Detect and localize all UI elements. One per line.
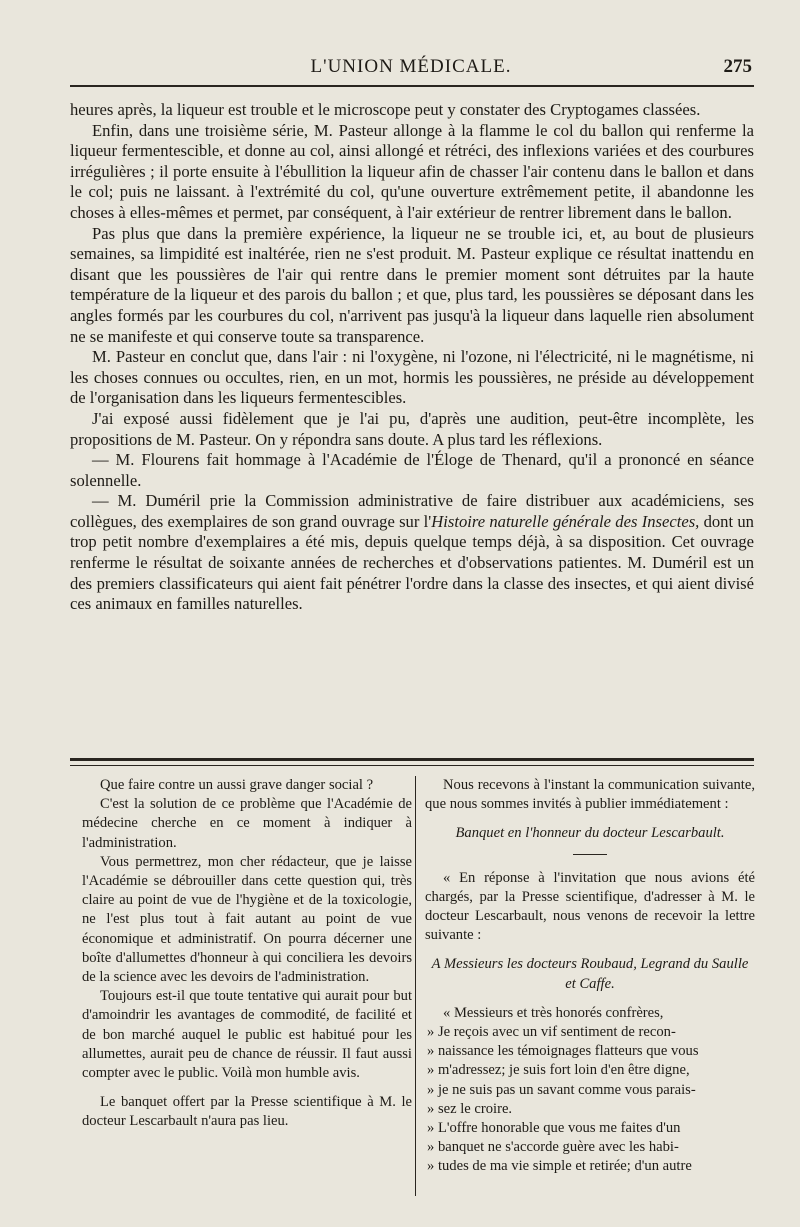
paragraph: J'ai exposé aussi fidèlement que je l'ai pu, d'après une audition, peut-être incomplète, les propositions de M. Pasteur. On y répondra sans doute. A plus tard les réflexions. — [70, 408, 754, 449]
spacer — [425, 994, 755, 1004]
running-title: L'UNION MÉDICALE. — [310, 56, 512, 77]
spacer — [82, 1083, 412, 1093]
letter-line: » Je reçois avec un vif sentiment de recon- — [427, 1024, 676, 1041]
paragraph: M. Pasteur en conclut que, dans l'air : ni l'oxygène, ni l'ozone, ni l'électricité, ni le magnétisme, ni les choses connues ou occultes, rien, en un mot, hormis les poussières, ne préside au développement de l'organisation dans les liqueurs fermentescibles. — [70, 347, 754, 408]
book-title: Histoire naturelle générale des Insectes, — [431, 511, 700, 531]
paragraph: Vous permettrez, mon cher rédacteur, que je laisse l'Académie se débrouiller dans cette question qui, très claire au point de vue de l'hygiène et de la toxicologie, ne l'est plus tout à fait autant au point de vue économique et administratif. On pourra décerner une boîte d'allumettes d'honneur à qui conciliera les devoirs de la science avec les devoirs de l'administration. — [82, 853, 412, 986]
page-number: 275 — [723, 56, 752, 77]
paragraph: Que faire contre un aussi grave danger social ? — [100, 777, 374, 793]
letter-address — [425, 955, 755, 993]
text-run: — M. Duméril prie la Commission administrative de faire distribuer aux académiciens, ses collègues, des exemplaires de son grand ouvrage sur l' — [70, 491, 754, 531]
letter-salutation: « Messieurs et très honorés confrères, — [443, 1004, 664, 1021]
paragraph: Toujours est-il que toute tentative qui aurait pour but d'amoindrir les avantages de commodité, de facilité et de bon marché auquel le public est habitué pour les allumettes, aurait peu de chance de réussir. Il faut aussi compter avec le public. Voilà mon humble avis. — [82, 988, 412, 1082]
letter-address-text: A Messieurs les docteurs Roubaud, Legrand du Saulle et Caffe. — [431, 956, 749, 992]
feuilleton-right-column — [425, 776, 755, 1177]
spacer — [425, 814, 755, 824]
letter-lines — [425, 1023, 755, 1177]
paragraph — [70, 491, 754, 615]
main-article-text — [70, 100, 754, 615]
feuilleton-left-column — [82, 776, 412, 1132]
paragraph: Le banquet offert par la Presse scientifique à M. le docteur Lescarbault n'aura pas lieu. — [82, 1094, 412, 1130]
paragraph: — M. Flourens fait hommage à l'Académie de l'Éloge de Thenard, qu'il a prononcé en séance solennelle. — [70, 450, 754, 490]
paragraph: « En réponse à l'invitation que nous avions été chargés, par la Presse scientifique, d'adresser à M. le docteur Lescarbault, nous venons de recevoir la lettre suivante : — [425, 869, 755, 944]
section-heading-text: Banquet en l'honneur du docteur Lescarbault. — [455, 825, 725, 842]
spacer — [425, 945, 755, 955]
section-rule — [70, 758, 754, 766]
paragraph: Nous recevons à l'instant la communication suivante, que nous sommes invités à publier immédiatement : — [425, 777, 755, 813]
paragraph: C'est la solution de ce problème que l'Académie de médecine cherche en ce moment à indiquer à l'administration. — [82, 796, 412, 851]
header-rule — [70, 85, 754, 87]
letter-line: » naissance les témoignages flatteurs que vous — [427, 1043, 699, 1060]
letter-line: » banquet ne s'accorde guère avec les habi- — [427, 1139, 679, 1156]
text-run: dont un trop petit nombre d'exemplaires a été mis, depuis quelque temps déjà, à sa disposition. Cet ouvrage renferme le résultat de soixante années de recherches et d'observations patientes. M. Duméril est un des premiers classificateurs qui aient fait pénétrer l'ordre dans la classe des insectes, et qui aient divisé ces animaux en familles naturelles. — [70, 511, 754, 614]
letter-line: » tudes de ma vie simple et retirée; d'un autre — [427, 1158, 692, 1175]
paragraph: Pas plus que dans la première expérience, la liqueur ne se trouble ici, et, au bout de plusieurs semaines, sa limpidité est inaltérée, rien ne s'est produit. M. Pasteur explique ce résultat inattendu en disant que les poussières de l'air qui rentre dans le premier moment sont détruites par la haute température de la liqueur et des parois du ballon ; et que, plus tard, les poussières se déposant dans les angles formés par les courbures du col, n'arrivent pas jusqu'à la liqueur dans laquelle rien absolument ne se manifeste et qui conserve toute sa transparence. — [70, 223, 754, 346]
letter-line: » je ne suis pas un savant comme vous parais- — [427, 1081, 696, 1098]
letter-line: » L'offre honorable que vous me faites d'un — [427, 1120, 681, 1137]
separator-line — [573, 854, 607, 855]
letter-line: » sez le croire. — [427, 1100, 513, 1117]
column-divider — [415, 776, 416, 1196]
paragraph: heures après, la liqueur est trouble et le microscope peut y constater des Cryptogames classées. — [70, 100, 701, 119]
section-heading — [425, 824, 755, 843]
page-header — [70, 56, 752, 82]
letter-line: » m'adressez; je suis fort loin d'en être digne, — [427, 1062, 690, 1079]
paragraph: Enfin, dans une troisième série, M. Pasteur allonge à la flamme le col du ballon qui renferme la liqueur fermentescible, et donne au col, ainsi allongé et rétréci, des inflexions variées et des courbures irrégulières ; il porte ensuite à l'ébullition la liqueur afin de chasser l'air contenu dans le ballon et dans le col; puis ne laissant. à l'extrémité du col, qu'une ouverture extrêmement petite, il abandonne les choses à elles-mêmes et permet, par conséquent, à l'air extérieur de rentrer librement dans le ballon. — [70, 120, 754, 222]
